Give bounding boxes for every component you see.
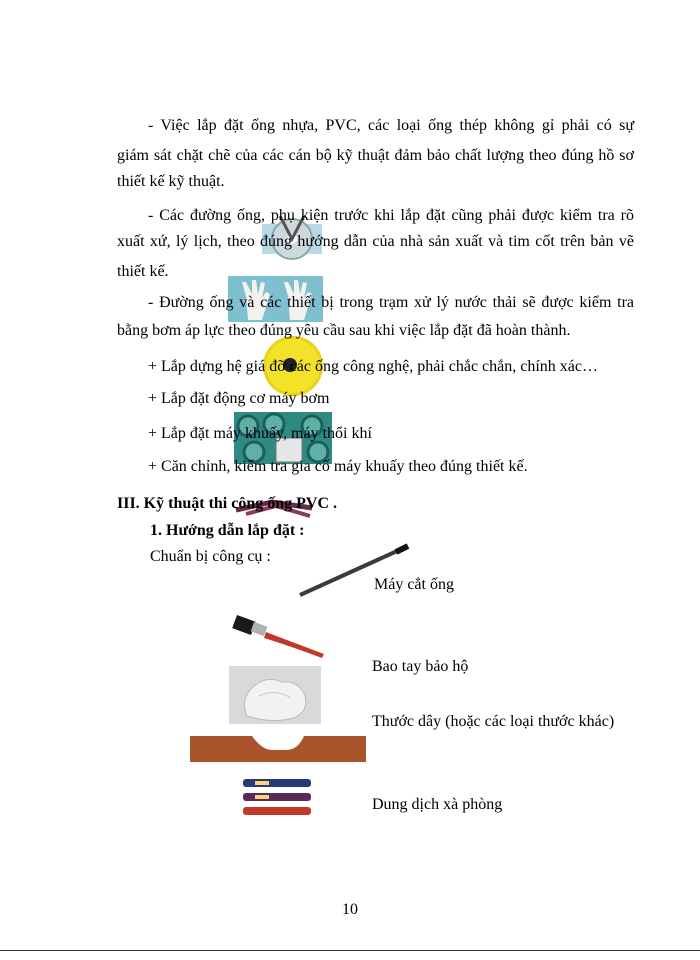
para2-line2: xuất xứ, lý lịch, theo đúng hướng dẫn của nhà sản xuất và tim cốt trên bản vẽ: [117, 233, 634, 250]
tool-label-cutter: Máy cắt ống: [374, 576, 454, 593]
para3-line2: bằng bơm áp lực theo đúng yêu cầu sau khi việc lắp đặt đã hoàn thành.: [117, 322, 571, 339]
brush-image: [232, 612, 328, 658]
page-bottom-rule: [0, 950, 700, 951]
para1-line1: - Việc lắp đặt ống nhựa, PVC, các loại ống thép không gỉ phải có sự: [148, 117, 634, 134]
markers-image: [241, 775, 313, 821]
para1-line2: giám sát chặt chẽ của các cán bộ kỹ thuật đảm bảo chất lượng theo đúng hồ sơ: [117, 147, 634, 164]
bullet-item: + Lắp đặt động cơ máy bơm: [148, 390, 330, 407]
bullet-item: + Lắp đặt máy khuấy, máy thổi khí: [148, 425, 372, 442]
bullet-item: + Lắp dựng hệ giá đỡ các ống công nghệ, phải chắc chắn, chính xác…: [148, 358, 598, 375]
para3-line1: - Đường ống và các thiết bị trong trạm xử lý nước thải sẽ được kiểm tra: [148, 294, 634, 311]
section-heading: III. Kỹ thuật thi công ống PVC .: [117, 495, 338, 512]
para2-line1: - Các đường ống, phụ kiện trước khi lắp đặt cũng phải được kiểm tra rõ: [148, 207, 634, 224]
subsection-heading: 1. Hướng dẫn lắp đặt :: [150, 522, 305, 539]
page-number: 10: [342, 901, 358, 918]
tool-label-soap: Dung dịch xà phòng: [372, 796, 503, 813]
tools-intro: Chuẩn bị công cụ :: [150, 548, 271, 565]
ruler-image: [190, 736, 366, 762]
para2-line3: thiết kế.: [117, 263, 169, 280]
tool-label-gloves: Bao tay bảo hộ: [372, 658, 469, 675]
bullet-item: + Căn chỉnh, kiểm tra gia cố máy khuấy theo đúng thiết kế.: [148, 458, 528, 475]
tool-label-ruler: Thước dây (hoặc các loại thước khác): [372, 713, 615, 730]
gloves-photo-image: [229, 666, 321, 724]
para1-line3: thiết kế kỹ thuật.: [117, 173, 225, 190]
